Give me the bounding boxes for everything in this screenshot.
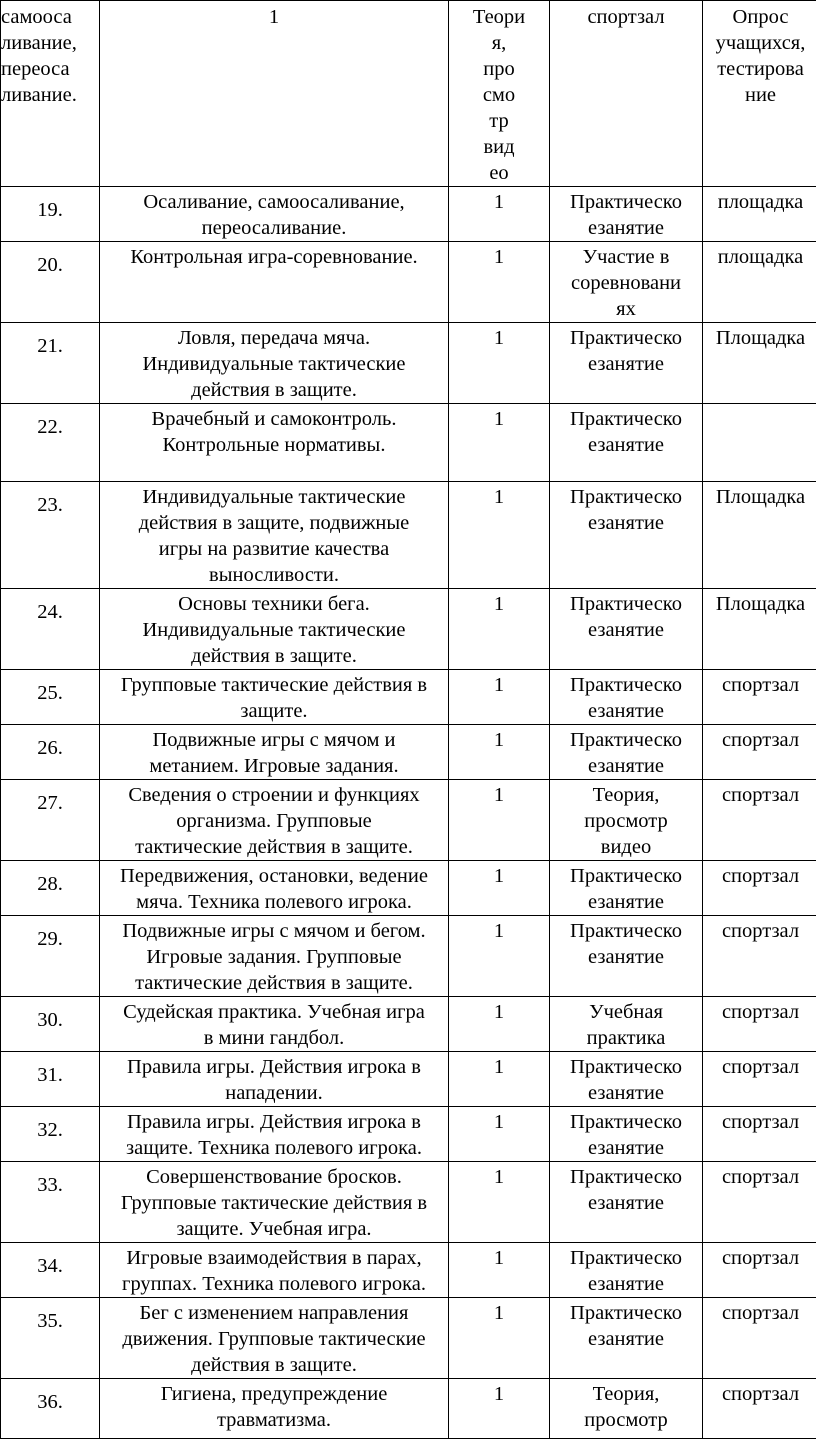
cell-line: действия в защите. xyxy=(103,377,445,403)
table-row xyxy=(1,670,816,725)
cell-line: мяча. Техника полевого игрока. xyxy=(103,889,445,915)
lesson-form xyxy=(550,589,703,670)
cell-line: Практическо xyxy=(551,189,701,215)
cell-line: ние xyxy=(705,82,816,108)
cell-line: езанятие xyxy=(551,1135,701,1161)
lesson-hours: 1 xyxy=(449,1379,550,1439)
lesson-form xyxy=(550,916,703,997)
table-row xyxy=(1,780,816,861)
cell-line: Практическо xyxy=(551,484,701,510)
cell-line: травматизма. xyxy=(103,1407,445,1433)
cell-line: Индивидуальные тактические xyxy=(103,484,445,510)
lesson-form xyxy=(550,242,703,323)
lesson-place: Площадка xyxy=(703,589,816,670)
cell-line: действия в защите. xyxy=(103,643,445,669)
lesson-form xyxy=(550,323,703,404)
lesson-topic xyxy=(100,482,449,589)
lesson-form xyxy=(550,1107,703,1162)
cell-line: Учебная xyxy=(551,999,701,1025)
table-row xyxy=(1,861,816,916)
lesson-form xyxy=(550,1298,703,1379)
lesson-form xyxy=(550,670,703,725)
lesson-place: спортзал xyxy=(703,670,816,725)
cell-line: езанятие xyxy=(551,351,701,377)
cell-line: действия в защите, подвижные xyxy=(103,510,445,536)
cell-line: в мини гандбол. xyxy=(103,1025,445,1051)
lesson-topic xyxy=(100,404,449,482)
table-row xyxy=(1,997,816,1052)
lesson-hours: 1 xyxy=(449,1298,550,1379)
row-number: 28. xyxy=(1,861,100,916)
lesson-place: спортзал xyxy=(703,1052,816,1107)
cell-line: самооса xyxy=(1,4,97,30)
lesson-topic xyxy=(100,1162,449,1243)
row-number: 23. xyxy=(1,482,100,589)
cell-line: Правила игры. Действия игрока в xyxy=(103,1054,445,1080)
lesson-form xyxy=(550,482,703,589)
cell-line: видео xyxy=(551,834,701,860)
lesson-hours: 1 xyxy=(449,1243,550,1298)
cell-line: вид xyxy=(450,134,548,160)
continued-form-cell xyxy=(449,1,550,187)
lesson-form xyxy=(550,1052,703,1107)
lesson-topic xyxy=(100,1298,449,1379)
cell-line: движения. Групповые тактические xyxy=(103,1326,445,1352)
lesson-hours: 1 xyxy=(449,670,550,725)
lesson-hours: 1 xyxy=(449,725,550,780)
lesson-place: спортзал xyxy=(703,861,816,916)
cell-line: ео xyxy=(450,160,548,186)
row-number: 26. xyxy=(1,725,100,780)
cell-line: езанятие xyxy=(551,1080,701,1106)
lesson-place: спортзал xyxy=(703,1162,816,1243)
lesson-hours: 1 xyxy=(449,997,550,1052)
schedule-body xyxy=(1,1,816,1439)
cell-line: Врачебный и самоконтроль. xyxy=(103,406,445,432)
cell-line: Теория, xyxy=(551,782,701,808)
cell-line: Практическо xyxy=(551,672,701,698)
row-number: 31. xyxy=(1,1052,100,1107)
row-number: 27. xyxy=(1,780,100,861)
cell-line: группах. Техника полевого игрока. xyxy=(103,1271,445,1297)
cell-line: Подвижные игры с мячом и бегом. xyxy=(103,918,445,944)
lesson-form xyxy=(550,997,703,1052)
lesson-hours: 1 xyxy=(449,780,550,861)
lesson-topic xyxy=(100,670,449,725)
lesson-place: спортзал xyxy=(703,1243,816,1298)
cell-line: езанятие xyxy=(551,215,701,241)
lesson-place: спортзал xyxy=(703,1379,816,1439)
cell-line: практика xyxy=(551,1025,701,1051)
table-row xyxy=(1,482,816,589)
table-row xyxy=(1,589,816,670)
cell-line: Практическо xyxy=(551,591,701,617)
lesson-hours: 1 xyxy=(449,861,550,916)
cell-line: Практическо xyxy=(551,1054,701,1080)
row-number: 21. xyxy=(1,323,100,404)
lesson-topic xyxy=(100,916,449,997)
row-number: 22. xyxy=(1,404,100,482)
cell-line: игры на развитие качества xyxy=(103,536,445,562)
table-row xyxy=(1,1379,816,1439)
cell-line: Бег с изменением направления xyxy=(103,1300,445,1326)
cell-line: тр xyxy=(450,108,548,134)
table-row xyxy=(1,404,816,482)
cell-line: выносливости. xyxy=(103,562,445,588)
row-number: 33. xyxy=(1,1162,100,1243)
cell-line: учащихся, xyxy=(705,30,816,56)
row-number: 24. xyxy=(1,589,100,670)
cell-line: Гигиена, предупреждение xyxy=(103,1381,445,1407)
lesson-form xyxy=(550,861,703,916)
lesson-topic xyxy=(100,1052,449,1107)
continued-place-cell: спортзал xyxy=(550,1,703,187)
lesson-form xyxy=(550,404,703,482)
cell-line: езанятие xyxy=(551,889,701,915)
row-number: 32. xyxy=(1,1107,100,1162)
row-number: 35. xyxy=(1,1298,100,1379)
cell-line: Индивидуальные тактические xyxy=(103,351,445,377)
lesson-form xyxy=(550,187,703,242)
cell-line: Индивидуальные тактические xyxy=(103,617,445,643)
table-row xyxy=(1,1298,816,1379)
lesson-topic xyxy=(100,861,449,916)
lesson-hours: 1 xyxy=(449,1107,550,1162)
table-row xyxy=(1,1162,816,1243)
lesson-hours: 1 xyxy=(449,1052,550,1107)
lesson-form xyxy=(550,780,703,861)
lesson-topic xyxy=(100,323,449,404)
table-row xyxy=(1,187,816,242)
cell-line: просмотр xyxy=(551,808,701,834)
cell-line: Практическо xyxy=(551,1300,701,1326)
cell-line: езанятие xyxy=(551,944,701,970)
cell-line: Ловля, передача мяча. xyxy=(103,325,445,351)
cell-line: Практическо xyxy=(551,406,701,432)
cell-line: Осаливание, самоосаливание, xyxy=(103,189,445,215)
table-row xyxy=(1,725,816,780)
lesson-hours: 1 xyxy=(449,1162,550,1243)
cell-line: организма. Групповые xyxy=(103,808,445,834)
continued-control-cell xyxy=(703,1,816,187)
row-number: 20. xyxy=(1,242,100,323)
continued-row xyxy=(1,1,816,187)
lesson-place: спортзал xyxy=(703,1298,816,1379)
cell-line: ливание. xyxy=(1,82,97,108)
lesson-topic xyxy=(100,997,449,1052)
cell-line: Игровые задания. Групповые xyxy=(103,944,445,970)
cell-line: езанятие xyxy=(551,432,701,458)
row-number: 30. xyxy=(1,997,100,1052)
cell-line: Правила игры. Действия игрока в xyxy=(103,1109,445,1135)
cell-line: езанятие xyxy=(551,617,701,643)
lesson-topic xyxy=(100,1243,449,1298)
cell-line: тестирова xyxy=(705,56,816,82)
cell-line: Групповые тактические действия в xyxy=(103,1190,445,1216)
table-row xyxy=(1,1052,816,1107)
lesson-topic xyxy=(100,1379,449,1439)
cell-line: Практическо xyxy=(551,1245,701,1271)
row-number: 34. xyxy=(1,1243,100,1298)
cell-line: про xyxy=(450,56,548,82)
cell-line: Основы техники бега. xyxy=(103,591,445,617)
cell-line: я, xyxy=(450,30,548,56)
lesson-hours: 1 xyxy=(449,323,550,404)
lesson-form xyxy=(550,1243,703,1298)
lesson-place: Площадка xyxy=(703,323,816,404)
cell-line: езанятие xyxy=(551,510,701,536)
lesson-topic xyxy=(100,187,449,242)
row-number: 19. xyxy=(1,187,100,242)
cell-line: смо xyxy=(450,82,548,108)
cell-line: ливание, xyxy=(1,30,97,56)
cell-line: ях xyxy=(551,296,701,322)
lesson-form xyxy=(550,725,703,780)
lesson-hours: 1 xyxy=(449,242,550,323)
lesson-topic xyxy=(100,1107,449,1162)
cell-line: Участие в xyxy=(551,244,701,270)
lesson-form xyxy=(550,1162,703,1243)
cell-line: езанятие xyxy=(551,1190,701,1216)
cell-line: переосаливание. xyxy=(103,215,445,241)
cell-line: Практическо xyxy=(551,1164,701,1190)
lesson-place: спортзал xyxy=(703,916,816,997)
cell-line: езанятие xyxy=(551,1271,701,1297)
lesson-hours: 1 xyxy=(449,589,550,670)
cell-line: Сведения о строении и функциях xyxy=(103,782,445,808)
lesson-topic xyxy=(100,242,449,323)
cell-line: езанятие xyxy=(551,1326,701,1352)
cell-line: езанятие xyxy=(551,698,701,724)
cell-line: Практическо xyxy=(551,863,701,889)
table-row xyxy=(1,1107,816,1162)
lesson-hours: 1 xyxy=(449,482,550,589)
cell-line: Практическо xyxy=(551,1109,701,1135)
lesson-place: спортзал xyxy=(703,725,816,780)
continued-topic-cell xyxy=(1,1,100,187)
cell-line: тактические действия в защите. xyxy=(103,834,445,860)
lesson-place: спортзал xyxy=(703,780,816,861)
cell-line: Подвижные игры с мячом и xyxy=(103,727,445,753)
cell-line: Практическо xyxy=(551,325,701,351)
cell-line: Совершенствование бросков. xyxy=(103,1164,445,1190)
cell-line: нападении. xyxy=(103,1080,445,1106)
row-number: 36. xyxy=(1,1379,100,1439)
cell-line: езанятие xyxy=(551,753,701,779)
row-number: 29. xyxy=(1,916,100,997)
cell-line: просмотр xyxy=(551,1407,701,1433)
cell-line: Опрос xyxy=(705,4,816,30)
cell-line: действия в защите. xyxy=(103,1352,445,1378)
cell-line: тактические действия в защите. xyxy=(103,970,445,996)
cell-line: Судейская практика. Учебная игра xyxy=(103,999,445,1025)
lesson-hours: 1 xyxy=(449,187,550,242)
lesson-place xyxy=(703,404,816,482)
cell-line: Контрольные нормативы. xyxy=(103,432,445,458)
table-row xyxy=(1,916,816,997)
lesson-form xyxy=(550,1379,703,1439)
lesson-hours: 1 xyxy=(449,916,550,997)
table-row xyxy=(1,1243,816,1298)
cell-line: Теория, xyxy=(551,1381,701,1407)
lesson-place: спортзал xyxy=(703,1107,816,1162)
lesson-topic xyxy=(100,589,449,670)
cell-line: Передвижения, остановки, ведение xyxy=(103,863,445,889)
cell-line: метанием. Игровые задания. xyxy=(103,753,445,779)
lesson-place: площадка xyxy=(703,242,816,323)
cell-line: Практическо xyxy=(551,727,701,753)
lesson-hours: 1 xyxy=(449,404,550,482)
lesson-place: спортзал xyxy=(703,997,816,1052)
lesson-topic xyxy=(100,780,449,861)
lesson-place: Площадка xyxy=(703,482,816,589)
cell-line: Практическо xyxy=(551,918,701,944)
table-row xyxy=(1,242,816,323)
cell-line: защите. Учебная игра. xyxy=(103,1216,445,1242)
cell-line: Контрольная игра-соревнование. xyxy=(103,244,445,270)
table-row xyxy=(1,323,816,404)
continued-hours-cell: 1 xyxy=(100,1,449,187)
lesson-topic xyxy=(100,725,449,780)
cell-line: защите. xyxy=(103,698,445,724)
cell-line: защите. Техника полевого игрока. xyxy=(103,1135,445,1161)
cell-line: Теори xyxy=(450,4,548,30)
cell-line: переоса xyxy=(1,56,97,82)
lesson-place: площадка xyxy=(703,187,816,242)
row-number: 25. xyxy=(1,670,100,725)
cell-line: соревновани xyxy=(551,270,701,296)
cell-line: Игровые взаимодействия в парах, xyxy=(103,1245,445,1271)
cell-line: Групповые тактические действия в xyxy=(103,672,445,698)
